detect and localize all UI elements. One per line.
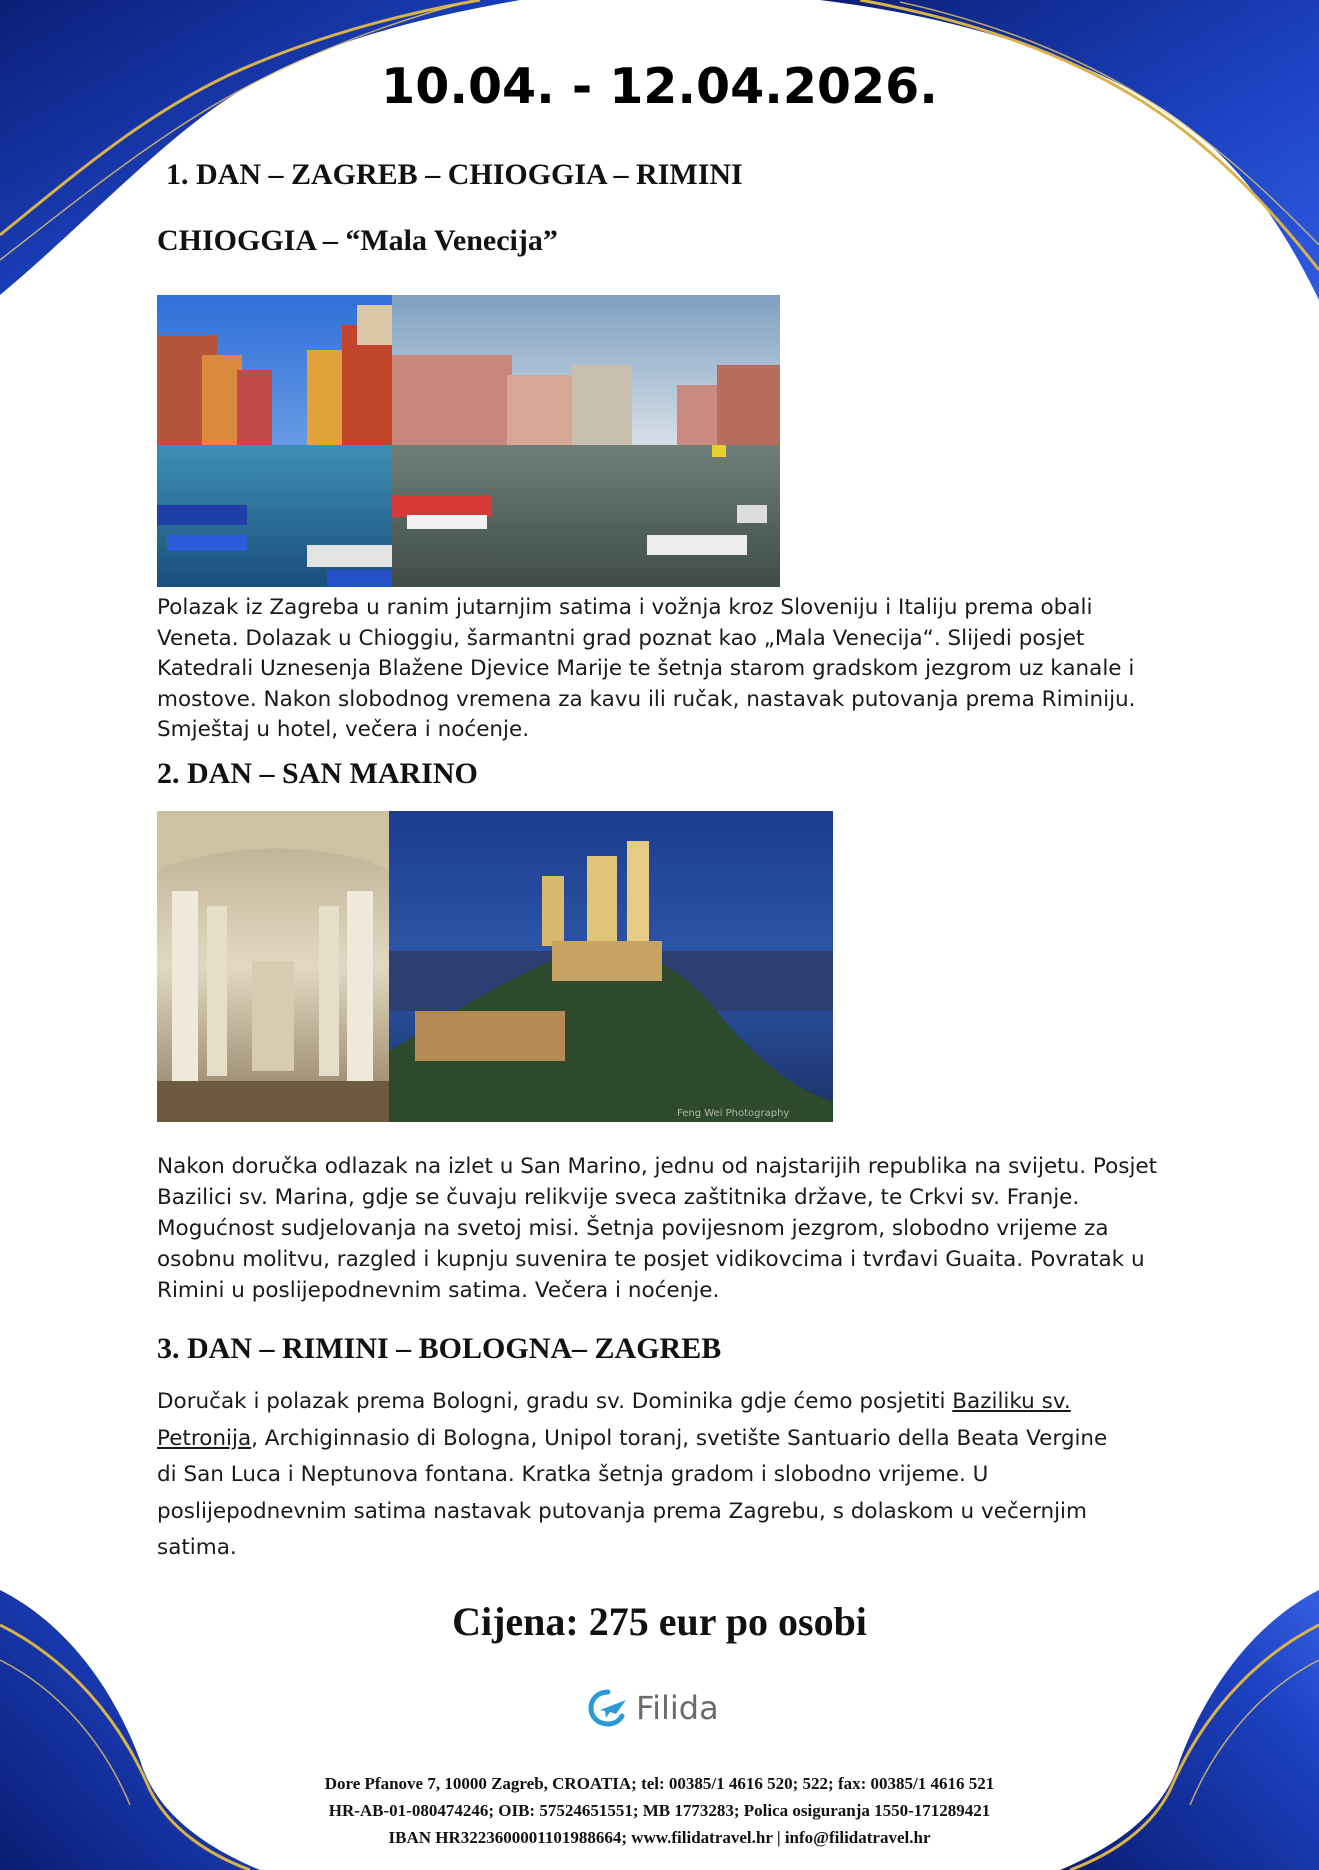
day2-line: Mogućnost sudjelovanja na svetoj misi. Šetnja povijesnom jezgrom, slobodno vrijeme za: [157, 1216, 1109, 1241]
basilica-link-continued[interactable]: Petronija: [157, 1425, 252, 1451]
day3-line: di San Luca i Neptunova fontana. Kratka šetnja gradom i slobodno vrijeme. U: [157, 1462, 989, 1487]
day2-line: Nakon doručka odlazak na izlet u San Marino, jednu od najstarijih republika na svijetu. Posjet: [157, 1154, 1158, 1179]
day2-description: [157, 1151, 1157, 1306]
san-marino-photo: [157, 811, 833, 1122]
day2-line: Bazilici sv. Marina, gdje se čuvaju relikvije sveca zaštitnika države, te Crkvi sv. Franje.: [157, 1185, 1080, 1210]
day1-line: Polazak iz Zagreba u ranim jutarnjim satima i vožnja kroz Sloveniju i Italiju prema obali: [157, 595, 1093, 620]
price-text: Cijena: 275 eur po osobi: [452, 1599, 867, 1644]
day1-line: mostove. Nakon slobodnog vremena za kavu ili ručak, nastavak putovanja prema Riminiju.: [157, 686, 1136, 712]
day1-line: Veneta. Dolazak u Chioggiu, šarmantni grad poznat kao „Mala Venecija“. Slijedi posjet: [157, 625, 1085, 651]
day3-line: Petronija, Archiginnasio di Bologna, Unipol toranj, svetište Santuario della Beata Vergine: [157, 1425, 1108, 1451]
trip-dates-title: 10.04. - 12.04.2026.: [381, 58, 938, 115]
footer-registration: HR-AB-01-080474246; OIB: 57524651551; MB 1773283; Polica osiguranja 1550-171289421: [328, 1801, 991, 1820]
filida-plane-icon: [586, 1688, 630, 1728]
day1-line: Smještaj u hotel, večera i noćenje.: [157, 717, 530, 742]
day1-line: Katedrali Uznesenja Blažene Djevice Marije te šetnja starom gradskom jezgrom uz kanale i: [157, 656, 1135, 681]
footer-contact: IBAN HR3223600001101988664; www.filidatravel.hr | info@filidatravel.hr: [388, 1828, 931, 1847]
day2-line: Rimini u poslijepodnevnim satima. Večera i noćenje.: [157, 1278, 720, 1303]
filida-logo: [586, 1688, 719, 1728]
basilica-link[interactable]: Baziliku sv.: [952, 1389, 1071, 1414]
company-footer: [0, 1770, 1319, 1851]
logo-name: Filida: [636, 1689, 719, 1727]
footer-address: Dore Pfanove 7, 10000 Zagreb, CROATIA; tel: 00385/1 4616 520; 522; fax: 00385/1 4616 521: [324, 1774, 995, 1793]
day3-line: satima.: [157, 1535, 237, 1560]
chioggia-photo: [157, 295, 780, 587]
day2-line: osobnu molitvu, razgled i kupnju suvenira te posjet vidikovcima i tvrđavi Guaita. Povratak u: [157, 1247, 1145, 1272]
photo-watermark: Feng Wei Photography: [677, 1108, 790, 1119]
day3-line: Doručak i polazak prema Bologni, gradu sv. Dominika gdje ćemo posjetiti Baziliku sv.: [157, 1389, 1071, 1414]
day1-subheading: CHIOGGIA – “Mala Venecija”: [157, 224, 558, 257]
day3-description: [157, 1384, 1107, 1567]
day1-description: [157, 593, 1136, 746]
day1-heading: 1. DAN – ZAGREB – CHIOGGIA – RIMINI: [166, 158, 743, 191]
day3-line: poslijepodnevnim satima nastavak putovanja prema Zagrebu, s dolaskom u večernjim: [157, 1498, 1087, 1524]
day3-heading: 3. DAN – RIMINI – BOLOGNA– ZAGREB: [157, 1332, 722, 1365]
day2-heading: 2. DAN – SAN MARINO: [157, 757, 478, 790]
